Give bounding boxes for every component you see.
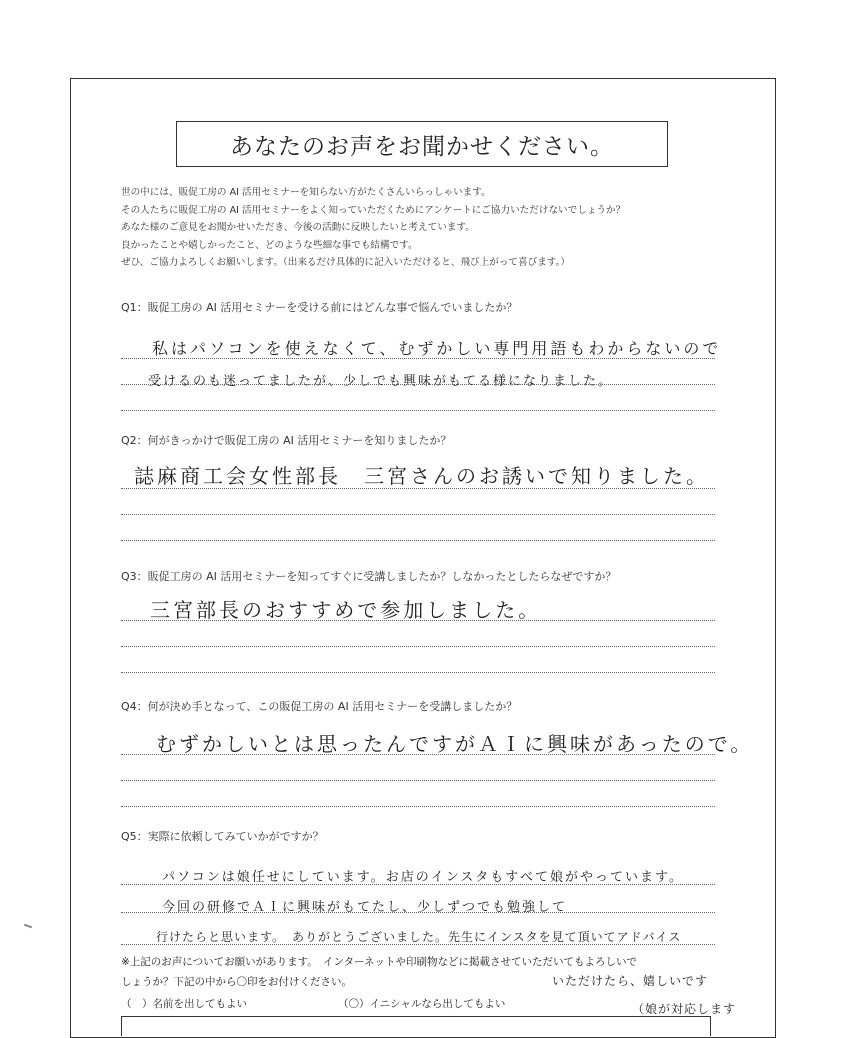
footer-request-line-2: しょうか？下記の中から〇印をお付けください。 — [121, 976, 352, 988]
answer-5-line-4: いただけたら、嬉しいです — [552, 974, 709, 988]
answer-rule — [121, 754, 715, 755]
footer-option-initials: （〇）イニシャルなら出してもよい — [338, 998, 506, 1010]
answer-rule — [121, 806, 715, 807]
answer-rule — [121, 384, 715, 385]
answer-rule — [121, 884, 715, 885]
answer-rule — [121, 410, 715, 411]
answer-5-line-5: （娘が対応します — [632, 1002, 737, 1016]
footer-box — [121, 1016, 711, 1036]
answer-rule — [121, 646, 715, 647]
question-1-label: Q1：販促工房の AI 活用セミナーを受ける前にはどんな事で悩んでいましたか？ — [121, 301, 518, 314]
answer-5-line-2: 今回の研修でＡＩに興味がもてたし、少しずつでも勉強して — [162, 900, 568, 915]
intro-line: ぜひ、ご協力よろしくお願いします。（出来るだけ具体的に記入いただけると、飛び上がって喜びます。） — [121, 257, 570, 269]
answer-rule — [121, 358, 715, 359]
answer-rule — [121, 488, 715, 489]
page-title: あなたのお声をお聞かせください。 — [176, 121, 668, 167]
question-4-label: Q4：何が決め手となって、この販促工房の AI 活用セミナーを受講しましたか？ — [121, 700, 518, 713]
answer-5-line-3: 行けたらと思います。 ありがとうございました。先生にインスタを見て頂いてアドバイス — [156, 930, 682, 944]
answer-3-line-1: 三宮部長のおすすめで参加しました。 — [150, 598, 542, 622]
answer-1-line-1: 私はパソコンを使えなくて、むずかしい専門用語もわからないので — [152, 339, 722, 358]
footer-option-name: （ ）名前を出してもよい — [121, 998, 247, 1010]
footer-request-line-1: ※上記のお声についてお願いがあります。 インターネットや印刷物などに掲載させていただいてもよろしいで — [121, 956, 638, 968]
intro-line: あなた様のご意見をお聞かせいただき、今後の活動に反映したいと考えています。 — [121, 222, 475, 234]
answer-rule — [121, 620, 715, 621]
intro-line: その人たちに販促工房の AI 活用セミナーをよく知っていただくためにアンケートにご協力いただけないでしょうか？ — [121, 204, 626, 216]
answer-rule — [121, 944, 715, 945]
question-3-label: Q3：販促工房の AI 活用セミナーを知ってすぐに受講しましたか？しなかったとしたらなぜですか？ — [121, 570, 617, 583]
answer-rule — [121, 912, 715, 913]
answer-rule — [121, 540, 715, 541]
question-5-label: Q5：実際に依頼してみていかがですか？ — [121, 830, 324, 843]
answer-1-line-2: 受けるのも迷ってましたが、少しでも興味がもてる様になりました。 — [148, 374, 614, 389]
intro-line: 良かったことや嬉しかったこと、どのような些細な事でも結構です。 — [121, 239, 418, 251]
intro-text — [121, 184, 625, 272]
answer-2-line-1: 誌麻商工会女性部長 三宮さんのお誘いで知りました。 — [134, 464, 709, 488]
intro-line: 世の中には、販促工房の AI 活用セミナーを知らない方がたくさんいらっしゃいます。 — [121, 187, 491, 198]
question-2-label: Q2：何がきっかけで販促工房の AI 活用セミナーを知りましたか？ — [121, 434, 452, 447]
answer-rule — [121, 780, 715, 781]
answer-5-line-1: パソコンは娘任せにしています。お店のインスタもすべて娘がやっています。 — [162, 870, 685, 885]
answer-rule — [121, 514, 715, 515]
stray-mark — [24, 924, 32, 929]
answer-rule — [121, 672, 715, 673]
answer-4-line-1: むずかしいとは思ったんですがＡＩに興味があったので。 — [156, 732, 754, 756]
